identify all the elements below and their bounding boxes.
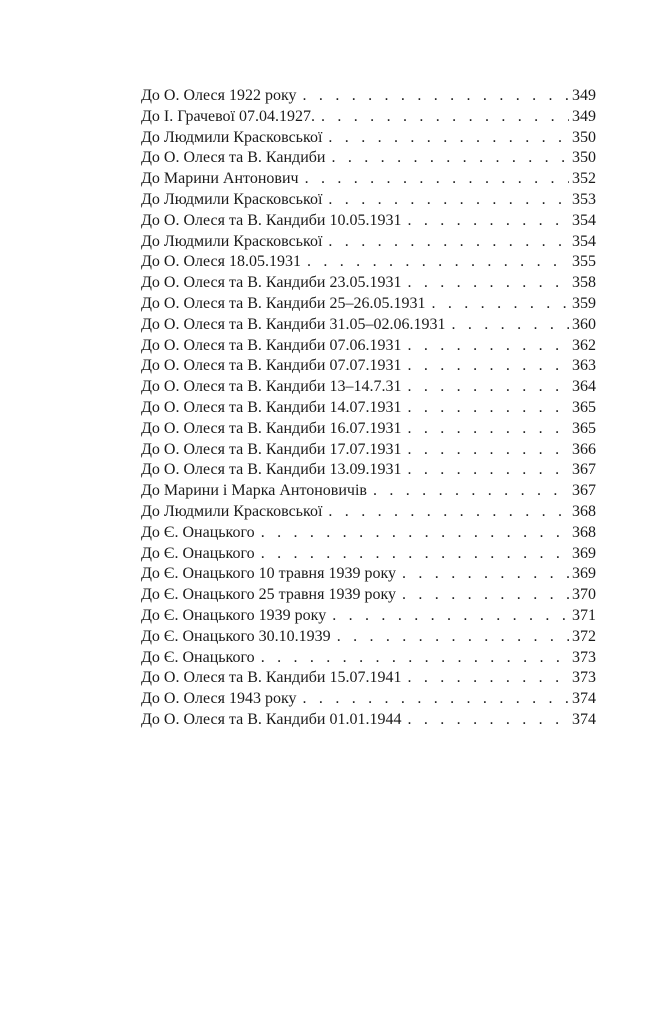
toc-entry-title: До Людмили Красковської: [141, 232, 323, 250]
toc-dot-leader: [261, 523, 569, 544]
toc-entry-page-number: 354: [572, 211, 596, 229]
toc-entry: [141, 190, 596, 211]
toc-entry-page-number: 355: [572, 253, 596, 271]
toc-entry-page-number: 374: [572, 710, 596, 728]
toc-entry-page-number: 365: [572, 419, 596, 437]
toc-entry-page-number: 364: [572, 378, 596, 396]
toc-entry-title: До О. Олеся та В. Кандиби 01.01.1944: [141, 710, 402, 728]
toc-entry-title: До Є. Онацького 25 травня 1939 року: [141, 586, 396, 604]
toc-dot-leader: [407, 377, 569, 398]
toc-entry-title: До О. Олеся та В. Кандиби 10.05.1931: [141, 211, 402, 229]
toc-entry-title: До О. Олеся та В. Кандиби 07.06.1931: [141, 336, 402, 354]
toc-entry-title: До О. Олеся та В. Кандиби 14.07.1931: [141, 398, 402, 416]
toc-entry: [141, 107, 596, 128]
toc-entry-title: До О. Олеся та В. Кандиби 31.05–02.06.1931: [141, 315, 446, 333]
toc-dot-leader: [328, 190, 569, 211]
toc-entry-page-number: 374: [572, 690, 596, 708]
toc-dot-leader: [321, 107, 569, 128]
toc-entry-title: До І. Грачевої 07.04.1927.: [141, 107, 315, 125]
toc-dot-leader: [337, 627, 569, 648]
toc-dot-leader: [332, 606, 569, 627]
toc-entry-title: До Є. Онацького 10 травня 1939 року: [141, 565, 396, 583]
toc-entry: [141, 689, 596, 710]
toc-dot-leader: [407, 211, 569, 232]
toc-entry: [141, 315, 596, 336]
toc-entry-page-number: 366: [572, 440, 596, 458]
toc-entry-title: До О. Олеся 1922 року: [141, 87, 297, 104]
toc-entry-page-number: 365: [572, 398, 596, 416]
toc-dot-leader: [328, 232, 569, 253]
toc-dot-leader: [451, 315, 569, 336]
toc-entry-page-number: 349: [572, 107, 596, 125]
toc-entry-page-number: 362: [572, 336, 596, 354]
toc-entry: [141, 148, 596, 169]
toc-entry-page-number: 358: [572, 274, 596, 292]
toc-entry-title: До Є. Онацького: [141, 523, 255, 541]
toc-entry-page-number: 373: [572, 648, 596, 666]
toc-entry-page-number: 354: [572, 232, 596, 250]
toc-entry-title: До Марини Антонович: [141, 170, 299, 188]
toc-entry-page-number: 360: [572, 315, 596, 333]
toc-entry: [141, 523, 596, 544]
toc-entry-page-number: 367: [572, 482, 596, 500]
toc-dot-leader: [407, 668, 569, 689]
toc-entry-page-number: 353: [572, 190, 596, 208]
toc-dot-leader: [373, 481, 569, 502]
toc-entry-title: До Є. Онацького: [141, 544, 255, 562]
toc-entry: [141, 710, 596, 731]
toc-dot-leader: [303, 689, 569, 710]
toc-entry-page-number: 371: [572, 606, 596, 624]
toc-entry: [141, 128, 596, 149]
toc-entry-page-number: 349: [572, 87, 596, 104]
toc-entry-title: До Людмили Красковської: [141, 128, 323, 146]
toc-dot-leader: [407, 440, 569, 461]
toc-entry: [141, 440, 596, 461]
toc-entry-page-number: 368: [572, 523, 596, 541]
toc-entry: [141, 544, 596, 565]
toc-entry-title: До Марини і Марка Антоновичів: [141, 482, 367, 500]
toc-dot-leader: [407, 398, 569, 419]
toc-dot-leader: [407, 356, 569, 377]
toc-dot-leader: [305, 169, 569, 190]
toc-entry: [141, 585, 596, 606]
toc-entry-page-number: 359: [572, 294, 596, 312]
toc-entry-page-number: 369: [572, 565, 596, 583]
toc-entry: [141, 460, 596, 481]
toc-entry-title: До О. Олеся та В. Кандиби 25–26.05.1931: [141, 294, 426, 312]
toc-dot-leader: [407, 460, 569, 481]
toc-entry-page-number: 373: [572, 669, 596, 687]
toc-entry-title: До Є. Онацького 1939 року: [141, 606, 327, 624]
toc-entry-title: До О. Олеся та В. Кандиби 07.07.1931: [141, 357, 402, 375]
toc-entry-title: До О. Олеся та В. Кандиби 15.07.1941: [141, 669, 402, 687]
toc-entry-title: До Є. Онацького: [141, 648, 255, 666]
toc-dot-leader: [303, 86, 569, 107]
table-of-contents: [141, 86, 596, 731]
toc-entry-title: До О. Олеся та В. Кандиби 13–14.7.31: [141, 378, 402, 396]
toc-entry: [141, 232, 596, 253]
toc-entry: [141, 377, 596, 398]
toc-entry-page-number: 367: [572, 461, 596, 479]
toc-entry-title: До О. Олеся 1943 року: [141, 690, 297, 708]
toc-dot-leader: [402, 564, 569, 585]
toc-dot-leader: [407, 336, 569, 357]
toc-dot-leader: [261, 648, 569, 669]
toc-dot-leader: [402, 585, 569, 606]
toc-entry: [141, 481, 596, 502]
toc-entry-page-number: 352: [572, 170, 596, 188]
toc-dot-leader: [328, 502, 569, 523]
toc-dot-leader: [307, 252, 569, 273]
toc-entry: [141, 627, 596, 648]
toc-dot-leader: [328, 128, 569, 149]
toc-entry: [141, 211, 596, 232]
toc-dot-leader: [407, 419, 569, 440]
toc-entry: [141, 169, 596, 190]
toc-entry-title: До О. Олеся 18.05.1931: [141, 253, 301, 271]
toc-entry-title: До О. Олеся та В. Кандиби: [141, 149, 326, 167]
toc-entry-page-number: 350: [572, 149, 596, 167]
toc-entry: [141, 606, 596, 627]
toc-entry: [141, 294, 596, 315]
toc-entry-title: До Є. Онацького 30.10.1939: [141, 627, 331, 645]
toc-entry: [141, 273, 596, 294]
toc-entry-page-number: 363: [572, 357, 596, 375]
toc-entry: [141, 252, 596, 273]
toc-entry-title: До Людмили Красковської: [141, 502, 323, 520]
toc-entry-page-number: 368: [572, 502, 596, 520]
toc-entry-page-number: 370: [572, 586, 596, 604]
toc-entry-page-number: 350: [572, 128, 596, 146]
toc-entry: [141, 419, 596, 440]
toc-dot-leader: [407, 710, 569, 731]
toc-dot-leader: [407, 273, 569, 294]
toc-entry-page-number: 372: [572, 627, 596, 645]
toc-entry-title: До О. Олеся та В. Кандиби 16.07.1931: [141, 419, 402, 437]
toc-entry-title: До Людмили Красковської: [141, 190, 323, 208]
toc-entry: [141, 668, 596, 689]
toc-entry-title: До О. Олеся та В. Кандиби 13.09.1931: [141, 461, 402, 479]
toc-dot-leader: [331, 148, 569, 169]
toc-entry: [141, 502, 596, 523]
toc-entry: [141, 86, 596, 107]
toc-entry: [141, 336, 596, 357]
toc-dot-leader: [261, 544, 569, 565]
toc-entry: [141, 356, 596, 377]
toc-entry: [141, 398, 596, 419]
toc-entry: [141, 564, 596, 585]
toc-dot-leader: [431, 294, 569, 315]
toc-entry-title: До О. Олеся та В. Кандиби 17.07.1931: [141, 440, 402, 458]
toc-entry: [141, 648, 596, 669]
toc-entry-page-number: 369: [572, 544, 596, 562]
toc-entry-title: До О. Олеся та В. Кандиби 23.05.1931: [141, 274, 402, 292]
